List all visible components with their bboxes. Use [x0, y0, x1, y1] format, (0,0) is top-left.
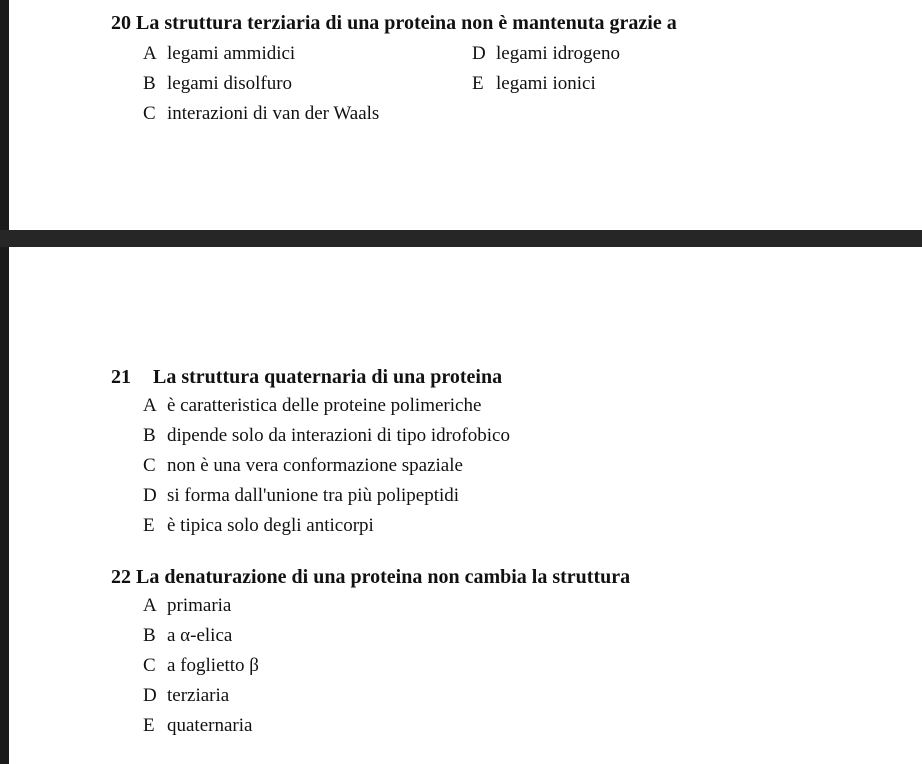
option-text: legami ionici — [496, 73, 596, 94]
option-letter: A — [143, 43, 157, 64]
question-number: 20 — [111, 12, 131, 34]
option-text: è tipica solo degli anticorpi — [167, 515, 374, 536]
option-a — [143, 595, 231, 617]
question-22-heading — [111, 566, 630, 589]
option-letter: E — [143, 715, 155, 736]
option-letter: D — [472, 43, 486, 64]
option-e — [143, 715, 252, 737]
option-letter: B — [143, 73, 156, 94]
option-letter: E — [143, 515, 155, 536]
option-b — [143, 625, 232, 647]
option-a — [143, 395, 481, 417]
option-text: a α-elica — [167, 625, 233, 646]
question-text: La denaturazione di una proteina non cambia la struttura — [136, 566, 631, 588]
option-text: dipende solo da interazioni di tipo idrofobico — [167, 425, 510, 446]
page-separator — [0, 230, 922, 247]
option-text: non è una vera conformazione spaziale — [167, 455, 463, 476]
option-letter: C — [143, 455, 156, 476]
option-letter: B — [143, 625, 156, 646]
page-top — [9, 0, 922, 230]
option-d — [143, 685, 229, 707]
option-d — [143, 485, 459, 507]
option-letter: A — [143, 395, 157, 416]
option-letter: C — [143, 655, 156, 676]
option-e — [472, 73, 596, 95]
option-letter: D — [143, 485, 157, 506]
page-bottom — [9, 247, 922, 764]
option-text: interazioni di van der Waals — [167, 103, 380, 124]
option-letter: E — [472, 73, 484, 94]
question-text: La struttura quaternaria di una proteina — [153, 366, 503, 388]
option-text: è caratteristica delle proteine polimeriche — [167, 395, 482, 416]
option-b — [143, 425, 510, 447]
left-dark-edge — [0, 0, 9, 764]
option-d — [472, 43, 620, 65]
option-e — [143, 515, 374, 537]
question-21-heading — [111, 366, 502, 389]
option-c — [143, 455, 463, 477]
question-text: La struttura terziaria di una proteina non è mantenuta grazie a — [136, 12, 677, 34]
option-text: a foglietto β — [167, 655, 259, 676]
option-text: quaternaria — [167, 715, 253, 736]
option-letter: B — [143, 425, 156, 446]
question-20-heading — [111, 12, 677, 35]
option-letter: A — [143, 595, 157, 616]
option-letter: D — [143, 685, 157, 706]
option-text: primaria — [167, 595, 232, 616]
option-text: terziaria — [167, 685, 230, 706]
option-text: legami disolfuro — [167, 73, 293, 94]
question-number: 22 — [111, 566, 131, 588]
question-number: 21 — [111, 366, 131, 388]
option-text: legami ammidici — [167, 43, 296, 64]
option-letter: C — [143, 103, 156, 124]
option-c — [143, 655, 259, 677]
option-c — [143, 103, 379, 125]
option-text: legami idrogeno — [496, 43, 620, 64]
option-a — [143, 43, 295, 65]
option-text: si forma dall'unione tra più polipeptidi — [167, 485, 460, 506]
option-b — [143, 73, 292, 95]
